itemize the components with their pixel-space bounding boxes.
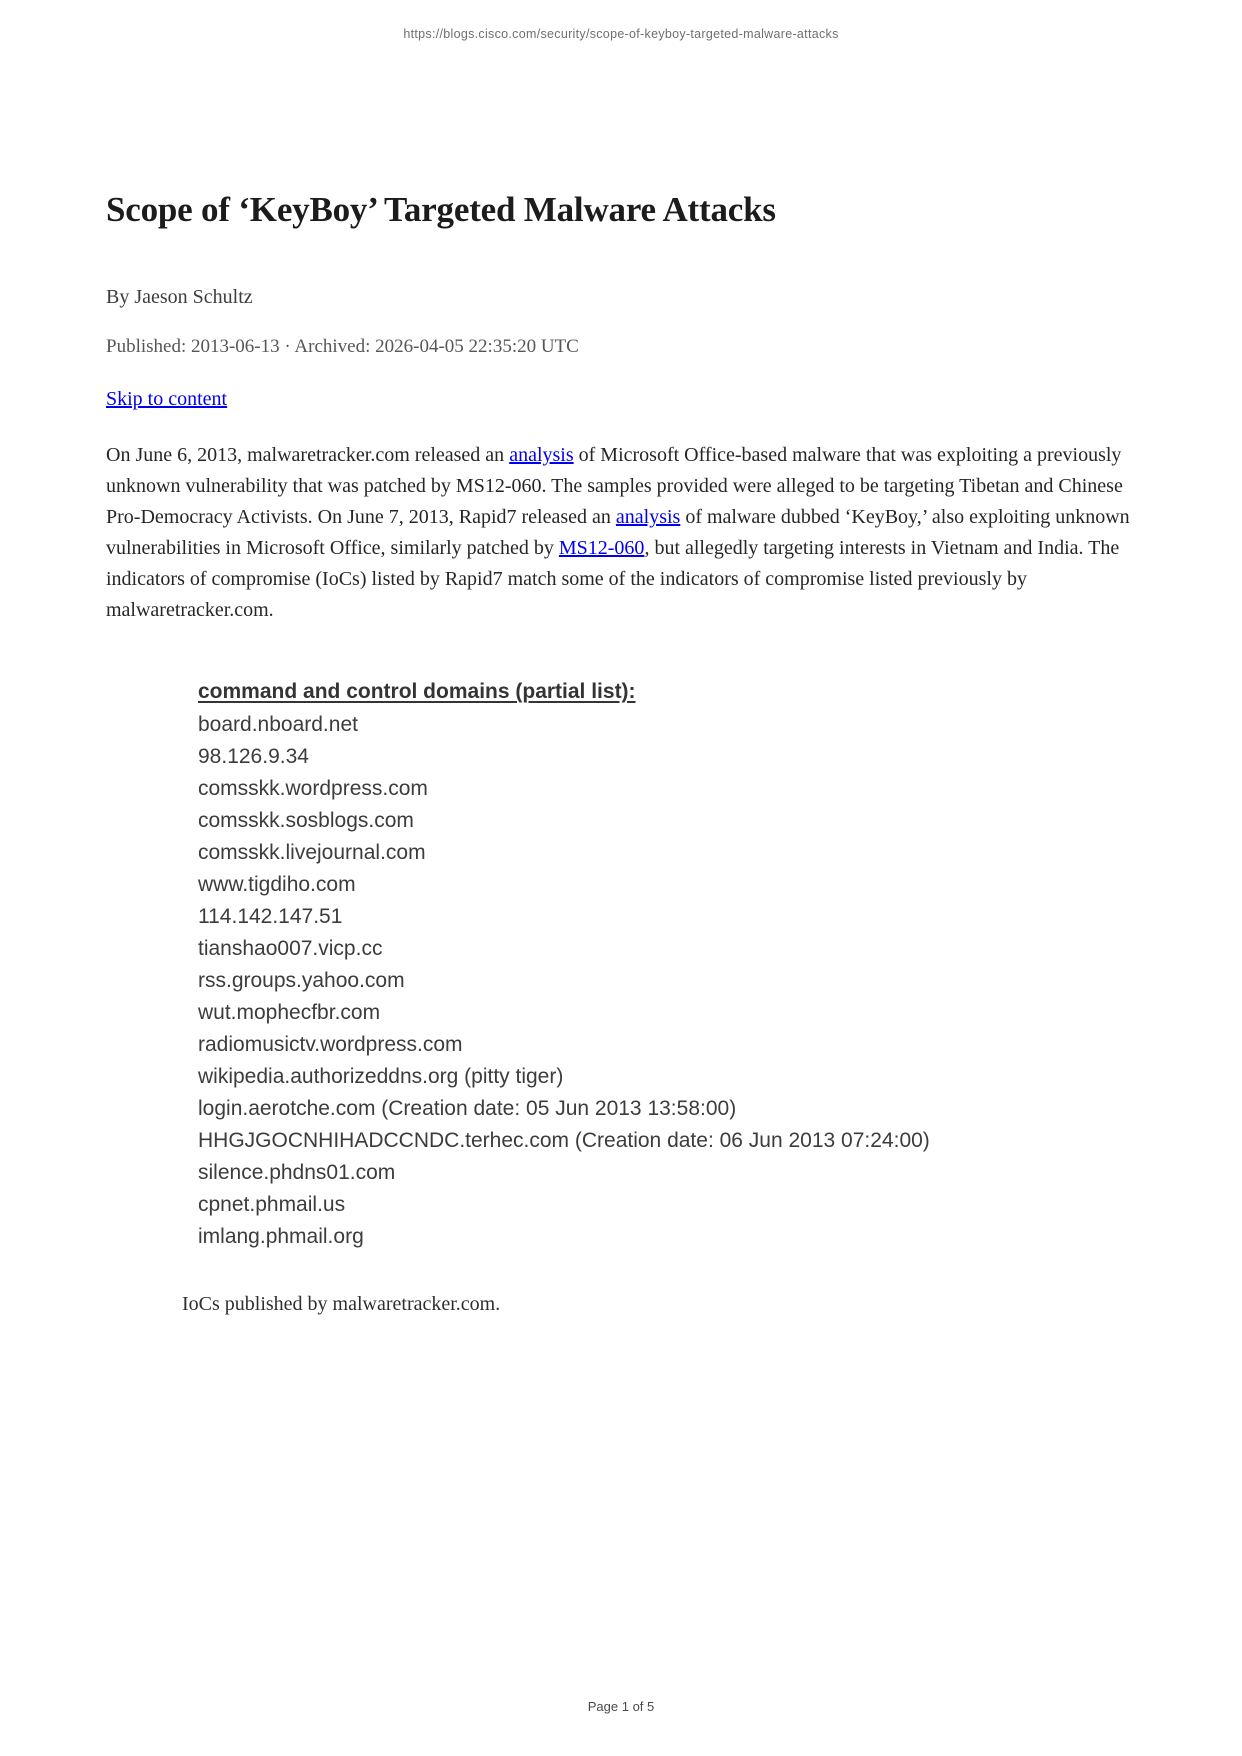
ioc-list-heading: command and control domains (partial list): xyxy=(198,680,636,703)
malwaretracker-analysis-link[interactable]: analysis xyxy=(509,444,574,466)
article-publish-archive-meta: Published: 2013-06-13 · Archived: 2026-04-05 22:35:20 UTC xyxy=(106,336,579,357)
ioc-domain-list xyxy=(198,709,1142,1253)
paragraph-text: , but allegedly targeting interests in Vietnam and India. The indicators of compromise (IoCs) listed by Rapid7 match some of the indicators of compromise listed previously by malwaretracker.com. xyxy=(106,537,1120,621)
ioc-domain: wut.mophecfbr.com xyxy=(198,1001,381,1024)
ioc-domain: imlang.phmail.org xyxy=(198,1225,364,1248)
ioc-list-block xyxy=(198,676,1142,1253)
ioc-domain: HHGJGOCNHIHADCCNDC.terhec.com (Creation date: 06 Jun 2013 07:24:00) xyxy=(198,1129,930,1152)
paragraph-text: of malware dubbed ‘KeyBoy,’ also exploiting unknown vulnerabilities in Microsoft Office, similarly patched by xyxy=(106,506,1130,559)
rapid7-analysis-link[interactable]: analysis xyxy=(615,506,681,528)
ioc-domain: comsskk.livejournal.com xyxy=(198,841,426,864)
article-byline: By Jaeson Schultz xyxy=(106,286,253,308)
ioc-domain: 114.142.147.51 xyxy=(198,905,343,928)
ioc-domain: wikipedia.authorizeddns.org (pitty tiger) xyxy=(198,1065,564,1088)
ioc-domain: comsskk.wordpress.com xyxy=(198,777,428,800)
ioc-domain: www.tigdiho.com xyxy=(198,873,356,896)
ioc-domain: comsskk.sosblogs.com xyxy=(198,809,414,832)
ioc-domain: board.nboard.net xyxy=(198,713,358,736)
print-header-url: https://blogs.cisco.com/security/scope-of-keyboy-targeted-malware-attacks xyxy=(403,27,839,41)
paragraph-text: of Microsoft Office-based malware that was exploiting a previously unknown vulnerability that was patched by MS12-060. The samples provided were alleged to be targeting Tibetan and Chinese Pro-Democracy Activists. On June 7, 2013, Rapid7 released an xyxy=(106,444,1123,528)
ioc-domain: cpnet.phmail.us xyxy=(198,1193,346,1216)
ioc-domain: 98.126.9.34 xyxy=(198,745,309,768)
ioc-domain: rss.groups.yahoo.com xyxy=(198,969,405,992)
ioc-caption: IoCs published by malwaretracker.com. xyxy=(182,1293,501,1315)
skip-to-content-link[interactable]: Skip to content xyxy=(106,388,228,410)
article-title: Scope of ‘KeyBoy’ Targeted Malware Attacks xyxy=(106,190,776,229)
article-content xyxy=(106,0,1142,1316)
ms12-060-link[interactable]: MS12-060 xyxy=(558,537,645,559)
paragraph-text: On June 6, 2013, malwaretracker.com released an xyxy=(106,444,510,466)
intro-paragraph xyxy=(106,440,1142,626)
ioc-domain: radiomusictv.wordpress.com xyxy=(198,1033,463,1056)
ioc-domain: login.aerotche.com (Creation date: 05 Jun 2013 13:58:00) xyxy=(198,1097,737,1120)
skip-link-row xyxy=(106,388,1142,411)
page-number: Page 1 of 5 xyxy=(587,1699,655,1714)
ioc-domain: tianshao007.vicp.cc xyxy=(198,937,383,960)
ioc-domain: silence.phdns01.com xyxy=(198,1161,396,1184)
